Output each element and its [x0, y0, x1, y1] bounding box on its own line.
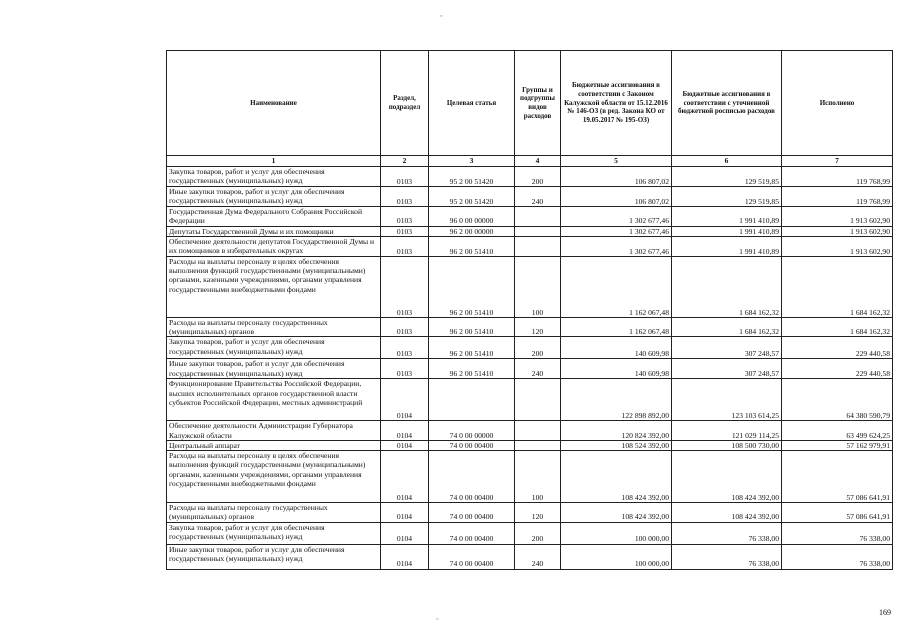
cell-law-allocation: 108 424 392,00 [561, 451, 672, 503]
cell-target: 96 2 00 00000 [429, 226, 515, 236]
table-row [167, 440, 893, 450]
cell-section: 0104 [381, 544, 429, 569]
cell-executed: 119 768,99 [782, 167, 893, 187]
cell-name: Функционирование Правительства Российской Федерации, высших исполнительных органов государственной власти субъектов Российской Федерации, местных администраций [167, 379, 381, 421]
cell-target: 96 2 00 51410 [429, 236, 515, 256]
cell-group: 200 [515, 167, 561, 187]
cell-name: Иные закупки товаров, работ и услуг для обеспечения государственных (муниципальных) нужд [167, 359, 381, 379]
cell-section: 0104 [381, 379, 429, 421]
cell-law-allocation: 100 000,00 [561, 522, 672, 544]
column-number: 5 [561, 156, 672, 167]
cell-revised-allocation: 76 338,00 [672, 544, 782, 569]
column-number: 4 [515, 156, 561, 167]
header-law-allocation: Бюджетные ассигнования в соответствии с Законом Калужской области от 15.12.2016 № 146-ОЗ (в ред. Закона КО от 19.05.2017 № 195-ОЗ) [561, 51, 672, 156]
cell-executed: 1 913 602,90 [782, 236, 893, 256]
table-row [167, 207, 893, 227]
cell-law-allocation: 1 162 067,48 [561, 317, 672, 337]
cell-law-allocation: 122 898 892,00 [561, 379, 672, 421]
cell-executed: 229 440,58 [782, 337, 893, 359]
table-body [167, 167, 893, 570]
cell-law-allocation: 120 824 392,00 [561, 421, 672, 441]
header-revised-allocation: Бюджетные ассигнования в соответствии с уточненной бюджетной росписью расходов [672, 51, 782, 156]
table-row [167, 317, 893, 337]
column-number-row [167, 156, 893, 167]
cell-executed: 1 913 602,90 [782, 207, 893, 227]
cell-revised-allocation: 307 248,57 [672, 359, 782, 379]
cell-executed: 64 380 590,79 [782, 379, 893, 421]
cell-group [515, 379, 561, 421]
cell-executed: 57 086 641,91 [782, 503, 893, 523]
cell-group [515, 421, 561, 441]
table-row [167, 236, 893, 256]
cell-section: 0103 [381, 187, 429, 207]
cell-group: 240 [515, 187, 561, 207]
cell-section: 0103 [381, 207, 429, 227]
cell-group: 240 [515, 359, 561, 379]
cell-revised-allocation: 108 424 392,00 [672, 503, 782, 523]
cell-name: Депутаты Государственной Думы и их помощники [167, 226, 381, 236]
column-number: 1 [167, 156, 381, 167]
column-number: 3 [429, 156, 515, 167]
cell-group [515, 226, 561, 236]
scan-mark-top: ˇ [440, 14, 443, 23]
cell-name: Обеспечение деятельности Администрации Губернатора Калужской области [167, 421, 381, 441]
cell-target: 74 0 00 00400 [429, 451, 515, 503]
cell-name: Иные закупки товаров, работ и услуг для обеспечения государственных (муниципальных) нужд [167, 187, 381, 207]
cell-section: 0104 [381, 522, 429, 544]
cell-section: 0103 [381, 236, 429, 256]
cell-executed: 76 338,00 [782, 522, 893, 544]
table-row [167, 226, 893, 236]
cell-group: 200 [515, 522, 561, 544]
page-number: 169 [879, 608, 891, 617]
budget-table [166, 50, 893, 570]
table-row [167, 522, 893, 544]
column-number: 6 [672, 156, 782, 167]
cell-law-allocation: 1 302 677,46 [561, 207, 672, 227]
cell-section: 0103 [381, 317, 429, 337]
cell-target [429, 379, 515, 421]
header-name: Наименование [167, 51, 381, 156]
cell-name: Расходы на выплаты персоналу государственных (муниципальных) органов [167, 317, 381, 337]
cell-law-allocation: 108 424 392,00 [561, 503, 672, 523]
table-row [167, 187, 893, 207]
cell-executed: 1 913 602,90 [782, 226, 893, 236]
cell-section: 0103 [381, 226, 429, 236]
table-row [167, 256, 893, 317]
column-number: 7 [782, 156, 893, 167]
cell-law-allocation: 140 609,98 [561, 337, 672, 359]
cell-revised-allocation: 1 684 162,32 [672, 317, 782, 337]
cell-group: 100 [515, 256, 561, 317]
header-section: Раздел, подраздел [381, 51, 429, 156]
cell-group: 120 [515, 317, 561, 337]
header-executed: Исполнено [782, 51, 893, 156]
header-target: Целевая статья [429, 51, 515, 156]
cell-revised-allocation: 76 338,00 [672, 522, 782, 544]
cell-target: 74 0 00 00000 [429, 421, 515, 441]
cell-revised-allocation: 1 991 410,89 [672, 236, 782, 256]
cell-section: 0103 [381, 167, 429, 187]
cell-target: 95 2 00 51420 [429, 167, 515, 187]
cell-revised-allocation: 121 029 114,25 [672, 421, 782, 441]
cell-executed: 76 338,00 [782, 544, 893, 569]
cell-target: 96 0 00 00000 [429, 207, 515, 227]
cell-target: 74 0 00 00400 [429, 544, 515, 569]
cell-name: Обеспечение деятельности депутатов Государственной Думы и их помощников в избирательных округах [167, 236, 381, 256]
cell-section: 0103 [381, 256, 429, 317]
cell-executed: 63 499 624,25 [782, 421, 893, 441]
cell-revised-allocation: 1 991 410,89 [672, 226, 782, 236]
cell-group [515, 236, 561, 256]
cell-law-allocation: 106 807,02 [561, 187, 672, 207]
cell-revised-allocation: 108 500 730,00 [672, 440, 782, 450]
cell-law-allocation: 1 162 067,48 [561, 256, 672, 317]
cell-target: 74 0 00 00400 [429, 440, 515, 450]
cell-section: 0104 [381, 503, 429, 523]
table-row [167, 167, 893, 187]
cell-executed: 1 684 162,32 [782, 256, 893, 317]
cell-name: Закупка товаров, работ и услуг для обеспечения государственных (муниципальных) нужд [167, 167, 381, 187]
cell-name: Иные закупки товаров, работ и услуг для обеспечения государственных (муниципальных) нужд [167, 544, 381, 569]
cell-target: 96 2 00 51410 [429, 256, 515, 317]
cell-revised-allocation: 1 684 162,32 [672, 256, 782, 317]
cell-name: Закупка товаров, работ и услуг для обеспечения государственных (муниципальных) нужд [167, 337, 381, 359]
table-row [167, 503, 893, 523]
header-row [167, 51, 893, 156]
cell-name: Закупка товаров, работ и услуг для обеспечения государственных (муниципальных) нужд [167, 522, 381, 544]
cell-law-allocation: 100 000,00 [561, 544, 672, 569]
cell-section: 0104 [381, 421, 429, 441]
cell-target: 74 0 00 00400 [429, 503, 515, 523]
table-row [167, 359, 893, 379]
cell-law-allocation: 1 302 677,46 [561, 236, 672, 256]
cell-name: Расходы на выплаты персоналу в целях обеспечения выполнения функций государственными (муниципальными) органами, казенными учреждениями, органами управления государственными внебюджетными фондами [167, 451, 381, 503]
cell-name: Государственная Дума Федерального Собрания Российской Федерации [167, 207, 381, 227]
cell-name: Центральный аппарат [167, 440, 381, 450]
cell-target: 96 2 00 51410 [429, 317, 515, 337]
cell-name: Расходы на выплаты персоналу государственных (муниципальных) органов [167, 503, 381, 523]
cell-revised-allocation: 129 519,85 [672, 167, 782, 187]
cell-section: 0103 [381, 337, 429, 359]
cell-target: 96 2 00 51410 [429, 359, 515, 379]
table-row [167, 421, 893, 441]
cell-law-allocation: 140 609,98 [561, 359, 672, 379]
cell-group [515, 440, 561, 450]
table-row [167, 379, 893, 421]
cell-revised-allocation: 1 991 410,89 [672, 207, 782, 227]
table-row [167, 544, 893, 569]
table-row [167, 451, 893, 503]
cell-section: 0103 [381, 359, 429, 379]
cell-group: 240 [515, 544, 561, 569]
column-number: 2 [381, 156, 429, 167]
cell-revised-allocation: 129 519,85 [672, 187, 782, 207]
cell-executed: 229 440,58 [782, 359, 893, 379]
cell-revised-allocation: 307 248,57 [672, 337, 782, 359]
cell-executed: 1 684 162,32 [782, 317, 893, 337]
cell-revised-allocation: 123 103 614,25 [672, 379, 782, 421]
cell-name: Расходы на выплаты персоналу в целях обеспечения выполнения функций государственными (муниципальными) органами, казенными учреждениями, органами управления государственными внебюджетными фондами [167, 256, 381, 317]
cell-executed: 57 162 979,91 [782, 440, 893, 450]
cell-group: 100 [515, 451, 561, 503]
cell-group: 120 [515, 503, 561, 523]
cell-section: 0104 [381, 451, 429, 503]
scan-mark-bottom: ˇ [436, 617, 439, 626]
cell-law-allocation: 106 807,02 [561, 167, 672, 187]
cell-executed: 119 768,99 [782, 187, 893, 207]
cell-group [515, 207, 561, 227]
cell-law-allocation: 108 524 392,00 [561, 440, 672, 450]
cell-law-allocation: 1 302 677,46 [561, 226, 672, 236]
cell-group: 200 [515, 337, 561, 359]
cell-target: 96 2 00 51410 [429, 337, 515, 359]
header-group: Группы и подгруппы видов расходов [515, 51, 561, 156]
cell-executed: 57 086 641,91 [782, 451, 893, 503]
cell-revised-allocation: 108 424 392,00 [672, 451, 782, 503]
table-row [167, 337, 893, 359]
cell-section: 0104 [381, 440, 429, 450]
cell-target: 95 2 00 51420 [429, 187, 515, 207]
cell-target: 74 0 00 00400 [429, 522, 515, 544]
